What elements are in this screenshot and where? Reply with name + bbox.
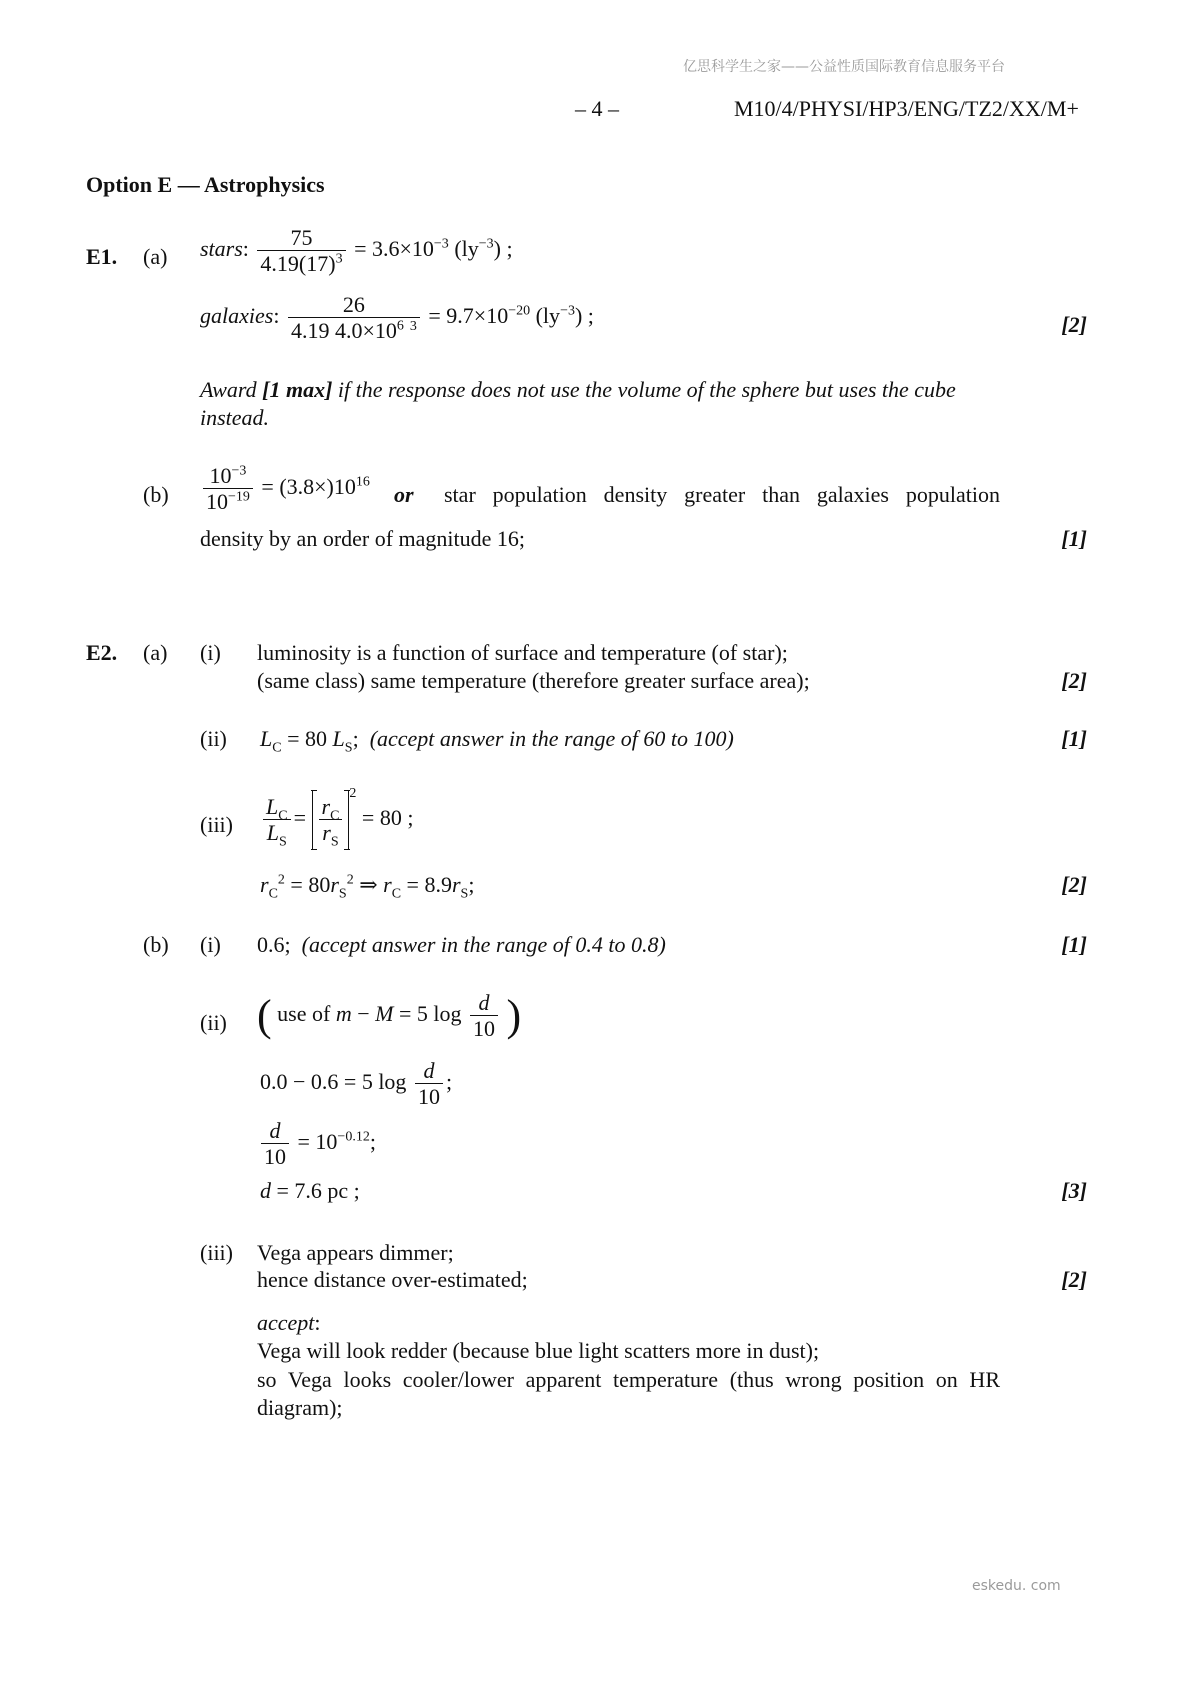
e1b-fraction xyxy=(203,463,253,515)
radius-ratio-bracket: $\frac{r_C}{r_S}$ xyxy=(312,790,350,850)
e1b-numerator: $10^{-3}$ xyxy=(203,463,253,489)
e2ai-line2: (same class) same temperature (therefore greater surface area); xyxy=(257,668,810,693)
section-title: Option E — Astrophysics xyxy=(86,172,325,197)
e2biii-line2: hence distance over-estimated; xyxy=(257,1267,528,1292)
marks-e2biii: [2] xyxy=(1061,1267,1087,1292)
marks-e2bii: [3] xyxy=(1061,1178,1087,1203)
sub-label-e2biii: (iii) xyxy=(200,1240,233,1265)
part-label-e1a: (a) xyxy=(143,244,168,269)
e2ai-line1: luminosity is a function of surface and temperature (of star); xyxy=(257,640,788,665)
e2bii-step2: $\frac{d}{10}$ = $10^{-0.12}$; xyxy=(258,1118,376,1170)
e1a-stars-equation: stars: $\frac{75}{4.19(17)^3}$ = $3.6\times 10^{-3}$ $(ly^{-3})$ ; xyxy=(200,225,513,277)
e1b-denominator: $10^{-19}$ xyxy=(206,489,250,515)
footer-watermark: eskedu. com xyxy=(972,1578,1061,1594)
luminosity-ratio: $\frac{L_C}{L_S}$ xyxy=(263,794,291,846)
e2aiii-line2: $r_C^2 = 80r_S^2$ ⇒ $r_C = 8.9r_S$; xyxy=(260,872,475,902)
marks-e2ai: [2] xyxy=(1061,668,1087,693)
e2biii-accept1: Vega will look redder (because blue light scatters more in dust); xyxy=(257,1338,820,1363)
sub-label-e2ai: (i) xyxy=(200,640,221,665)
e1b-result: = $(3.8\times)10^{16}$ xyxy=(261,473,370,499)
question-label-e1: E1. xyxy=(86,244,118,269)
e2bi-answer: 0.6; (accept answer in the range of 0.4 to 0.8) xyxy=(257,932,666,957)
part-label-e2b: (b) xyxy=(143,932,169,957)
stars-fraction xyxy=(257,225,345,277)
document-code: M10/4/PHYSI/HP3/ENG/TZ2/XX/M+ xyxy=(734,96,1079,121)
sub-label-e2aii: (ii) xyxy=(200,726,227,751)
question-label-e2: E2. xyxy=(86,640,118,665)
marks-e2bi: [1] xyxy=(1061,932,1087,957)
e1b-or: or xyxy=(394,482,414,507)
e2bii-step1: 0.0 − 0.6 = 5 log $\frac{d}{10}$ ; xyxy=(260,1058,453,1110)
sub-label-e2bii: (ii) xyxy=(200,1010,227,1035)
galaxies-denominator: 4.19 $4.0\times 10^6$ $^3$ xyxy=(290,318,417,344)
e2biii-line1: Vega appears dimmer; xyxy=(257,1240,454,1265)
e2biii-accept2: so Vega looks cooler/lower apparent temperature (thus wrong position on HR diagram); xyxy=(257,1367,1000,1420)
galaxies-label: galaxies xyxy=(200,302,274,328)
e2aii-note: (accept answer in the range of 60 to 100) xyxy=(369,726,734,751)
marks-e1a: [2] xyxy=(1061,312,1087,337)
part-label-e2a: (a) xyxy=(143,640,168,665)
e2bi-note: (accept answer in the range of 0.4 to 0.8) xyxy=(301,932,666,957)
sub-label-e2bi: (i) xyxy=(200,932,221,957)
marks-e2aii: [1] xyxy=(1061,726,1087,751)
stars-numerator: 75 xyxy=(257,225,345,251)
e2biii-accept-label: accept: xyxy=(257,1310,321,1335)
e2aii-equation: $L_C = 80$ $L_S$; (accept answer in the range of 60 to 100) xyxy=(260,726,734,756)
stars-result: = $3.6\times 10^{-3}$ $(ly^{-3})$ ; xyxy=(354,235,513,261)
part-label-e1b: (b) xyxy=(143,482,169,507)
e2bii-final: d = 7.6 pc ; xyxy=(260,1178,360,1203)
e1a-galaxies-equation: galaxies: $\frac{26}{4.19 4.0\times 10^6 ^3}$ = $9.7\times 10^{-20}$ $(ly^{-3})$ ; xyxy=(200,292,594,344)
galaxies-fraction xyxy=(288,292,420,344)
marks-e1b: [1] xyxy=(1061,526,1087,551)
galaxies-result: = $9.7\times 10^{-20}$ $(ly^{-3})$ ; xyxy=(428,302,594,328)
e1b-text-line1: star population density greater than galaxies population xyxy=(444,482,1000,507)
header-watermark: 亿思科学生之家——公益性质国际教育信息服务平台 xyxy=(683,59,1005,75)
e1b-text-line2: density by an order of magnitude 16; xyxy=(200,526,526,551)
e2bii-formula: ( use of m − M = 5 log $\frac{d}{10}$ ) xyxy=(257,990,522,1042)
sub-label-e2aiii: (iii) xyxy=(200,812,233,837)
page-number: – 4 – xyxy=(575,96,619,121)
e1b-equation xyxy=(200,463,370,515)
e2aiii-equation: $\frac{L_C}{L_S}$ = $\frac{r_C}{r_S}$ $^2$ = 80 ; xyxy=(260,790,413,850)
stars-label: stars xyxy=(200,235,243,261)
marks-e2aiii: [2] xyxy=(1061,872,1087,897)
e1a-award-note: Award [1 max] if the response does not use the volume of the sphere but uses the cube instead. xyxy=(200,377,956,430)
stars-denominator: $4.19(17)^3$ xyxy=(260,251,343,277)
galaxies-numerator: 26 xyxy=(288,292,420,318)
